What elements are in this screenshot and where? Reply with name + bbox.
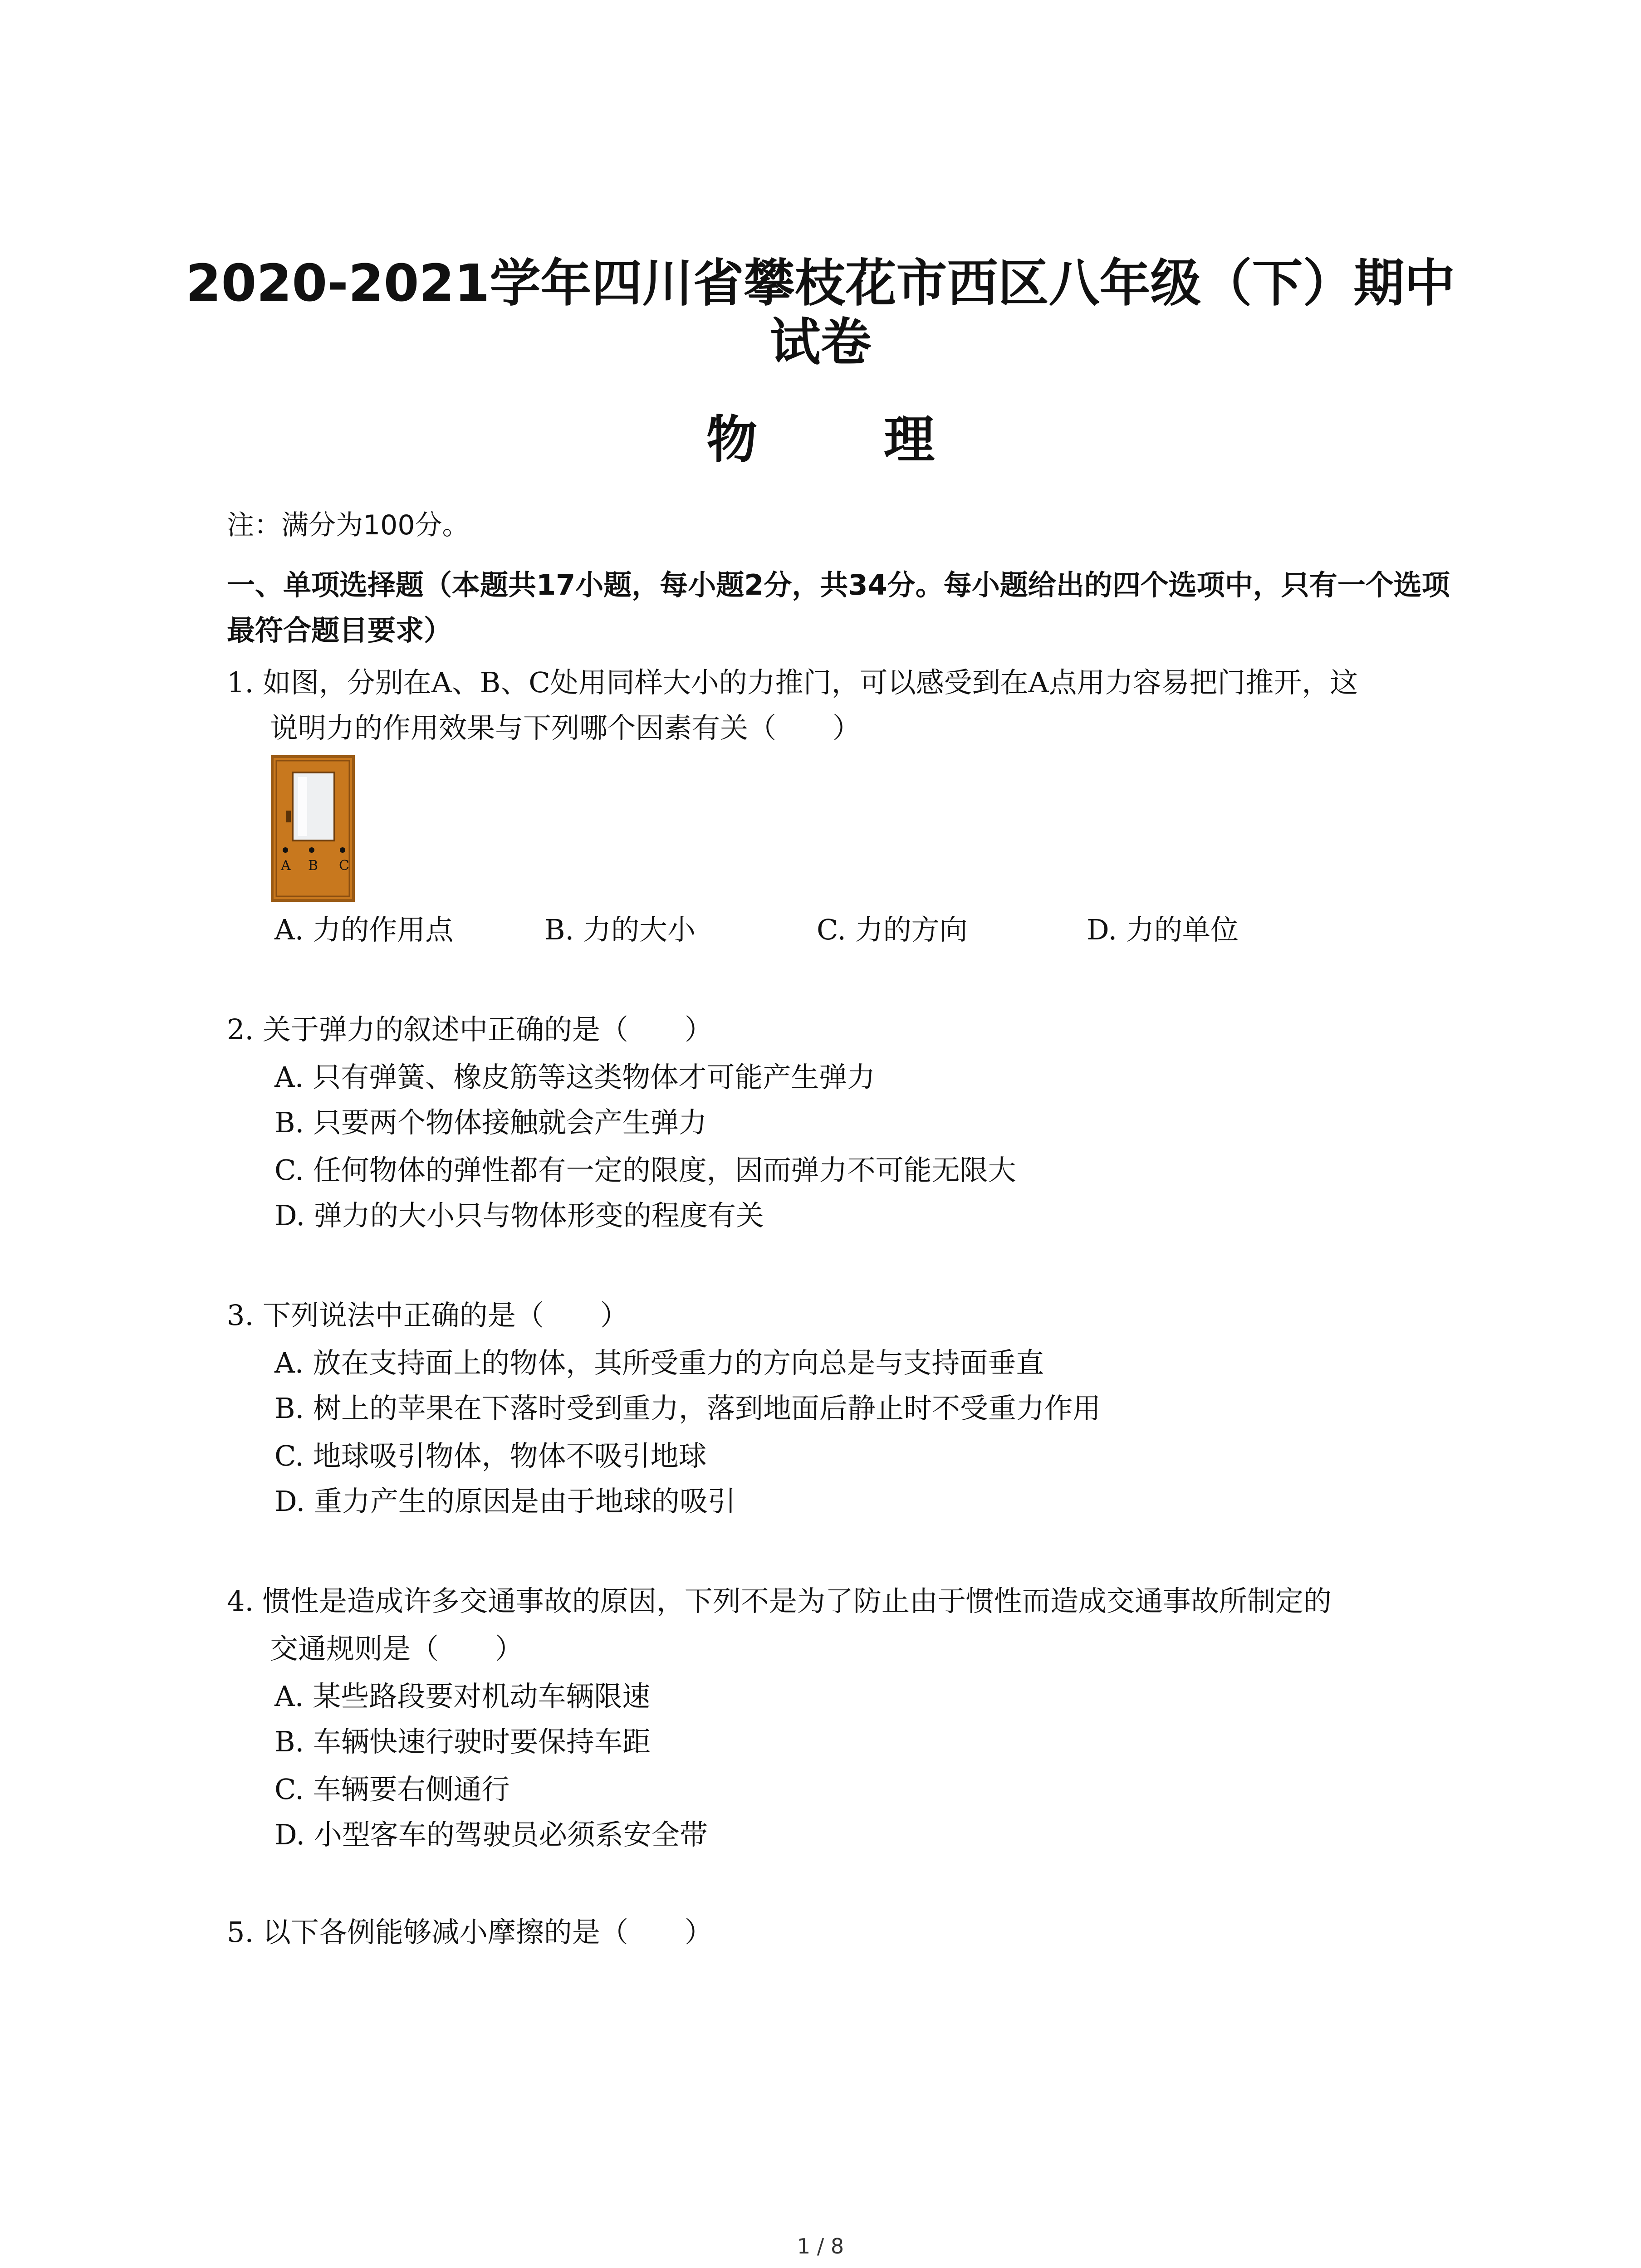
question-1-option-a: A. 力的作用点 xyxy=(274,913,454,946)
question-1-text-cont: 说明力的作用效果与下列哪个因素有关（ ） xyxy=(270,711,861,744)
question-3-text: 3. 下列说法中正确的是（ ） xyxy=(227,1299,628,1332)
question-2-option-a: A. 只有弹簧、橡皮筋等这类物体才可能产生弹力 xyxy=(274,1061,876,1094)
question-4-text: 4. 惯性是造成许多交通事故的原因，下列不是为了防止由于惯性而造成交通事故所制定的 xyxy=(227,1584,1332,1618)
question-2-text: 2. 关于弹力的叙述中正确的是（ ） xyxy=(227,1013,713,1046)
page-number: 1 / 8 xyxy=(797,2234,844,2258)
question-1-option-d: D. 力的单位 xyxy=(1087,913,1239,946)
question-4-text-cont: 交通规则是（ ） xyxy=(270,1632,524,1665)
question-4-option-d: D. 小型客车的驾驶员必须系安全带 xyxy=(274,1818,708,1851)
question-5-text: 5. 以下各例能够减小摩擦的是（ ） xyxy=(227,1916,713,1949)
question-2-option-c: C. 任何物体的弹性都有一定的限度，因而弹力不可能无限大 xyxy=(274,1154,1016,1187)
point-a-label: A xyxy=(281,858,291,874)
point-b-label: B xyxy=(308,858,318,874)
question-1-option-c: C. 力的方向 xyxy=(817,913,968,946)
section-heading: 一、单项选择题（本题共17小题，每小题2分，共34分。每小题给出的四个选项中，只有一个选项最符合题目要求） xyxy=(227,568,1450,647)
door-figure xyxy=(271,755,355,902)
question-1-option-b: B. 力的大小 xyxy=(544,913,696,946)
subject-heading: 物 理 xyxy=(706,411,989,469)
exam-title-line1: 2020-2021学年四川省攀枝花市西区八年级（下）期中 xyxy=(186,254,1455,313)
question-4-option-a: A. 某些路段要对机动车辆限速 xyxy=(274,1680,651,1713)
question-4-option-b: B. 车辆快速行驶时要保持车距 xyxy=(274,1725,651,1758)
question-3-option-b: B. 树上的苹果在下落时受到重力，落到地面后静止时不受重力作用 xyxy=(274,1392,1101,1425)
exam-title-line2: 试卷 xyxy=(769,313,872,372)
question-3-option-d: D. 重力产生的原因是由于地球的吸引 xyxy=(274,1485,736,1518)
question-3-option-a: A. 放在支持面上的物体，其所受重力的方向总是与支持面垂直 xyxy=(274,1346,1044,1379)
point-c-marker xyxy=(340,847,345,853)
question-2-option-b: B. 只要两个物体接触就会产生弹力 xyxy=(274,1106,707,1139)
point-b-marker xyxy=(309,847,314,853)
question-2-option-d: D. 弹力的大小只与物体形变的程度有关 xyxy=(274,1199,764,1232)
question-3-option-c: C. 地球吸引物体，物体不吸引地球 xyxy=(274,1439,707,1472)
point-c-label: C xyxy=(339,858,349,874)
score-note: 注：满分为100分。 xyxy=(227,509,470,541)
point-a-marker xyxy=(283,847,288,853)
question-4-option-c: C. 车辆要右侧通行 xyxy=(274,1773,510,1806)
door-handle xyxy=(286,811,291,822)
question-1-text: 1. 如图，分别在A、B、C处用同样大小的力推门，可以感受到在A点用力容易把门推开，这 xyxy=(227,666,1358,699)
